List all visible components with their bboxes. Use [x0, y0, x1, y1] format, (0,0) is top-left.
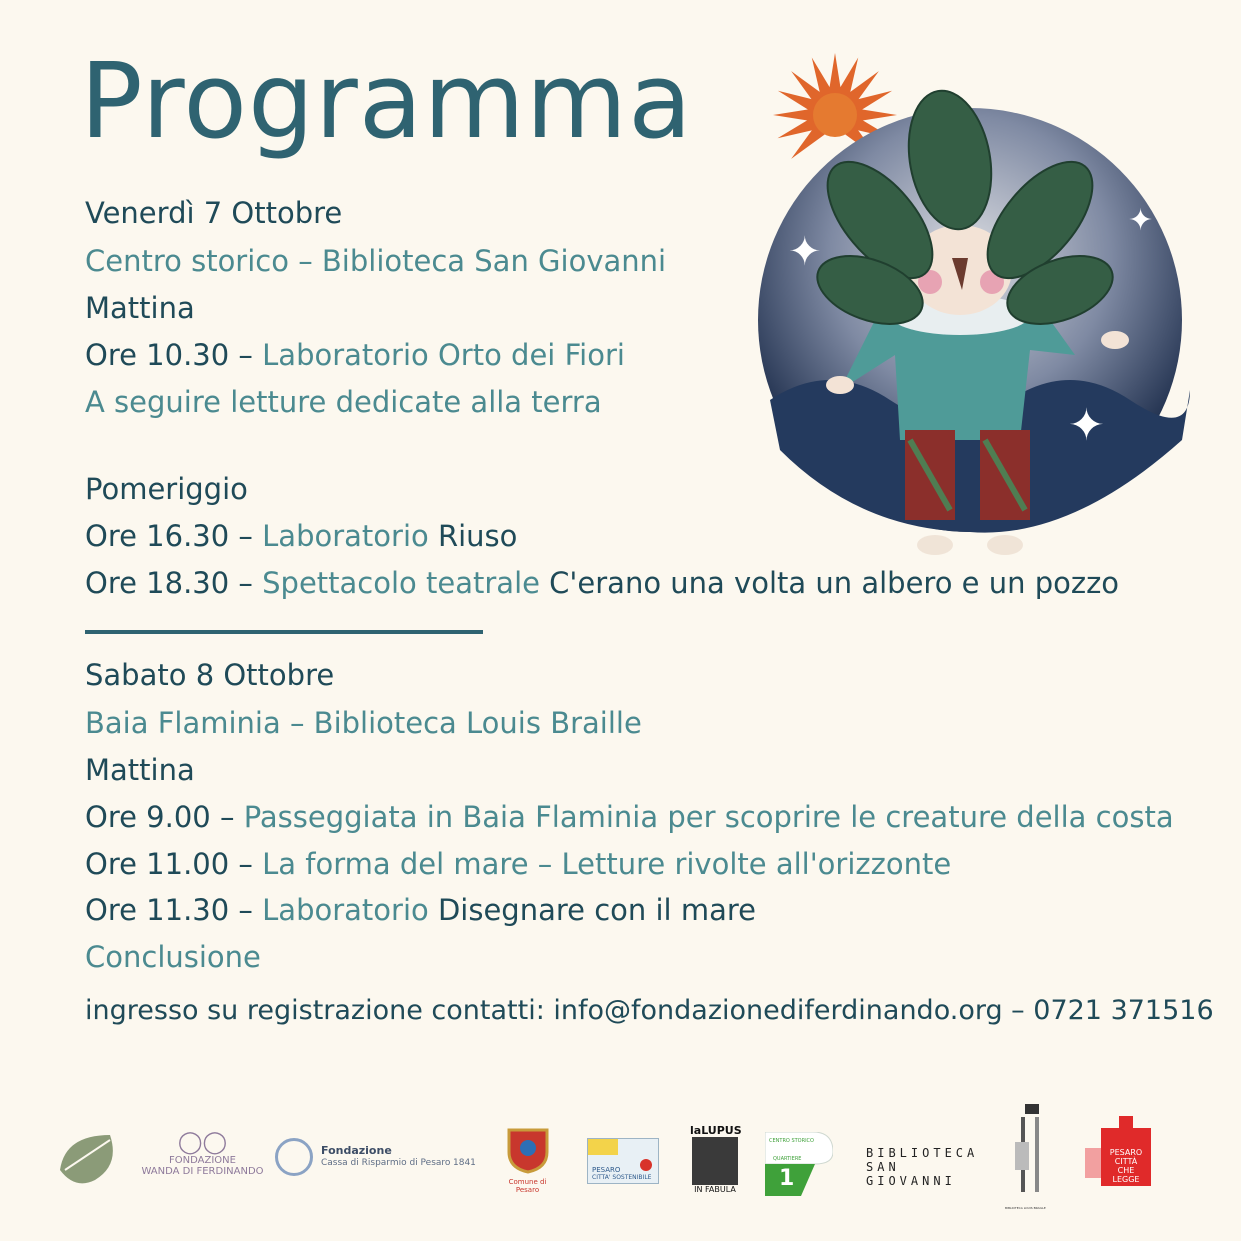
sostenibile-line-1: PESARO [592, 1166, 621, 1174]
coat-of-arms-icon [505, 1122, 551, 1174]
pesaro-legge-text [1103, 1148, 1149, 1184]
knot-icon [275, 1138, 313, 1176]
saturday-item-3-time: Ore 11.30 – [85, 893, 263, 927]
saturday-date: Sabato 8 Ottobre [85, 658, 335, 692]
braille-label: BIBLIOTECA LOUIS BRAILLE [1005, 1206, 1046, 1210]
saturday-morning-label: Mattina [85, 753, 195, 787]
saturday-item-2-time: Ore 11.00 – [85, 847, 263, 881]
quartiere-top: CENTRO STORICO [769, 1138, 814, 1144]
friday-item-1-time: Ore 10.30 – [85, 338, 263, 372]
friday-item-3-time: Ore 18.30 – [85, 566, 263, 600]
lupus-top: laLUPUS [690, 1124, 742, 1137]
pesaro-legge-line-3: CHE [1117, 1166, 1135, 1175]
saturday-item-3 [85, 892, 756, 928]
saturday-item-3-dark: Disegnare con il mare [428, 893, 756, 927]
sponsor-logos [0, 1090, 1241, 1220]
reading-figures-icon [1005, 1102, 1055, 1202]
biblioteca-braille-logo [1005, 1102, 1055, 1214]
friday-item-1 [85, 337, 625, 373]
wolf-icon [692, 1137, 738, 1185]
star-icon: ✦ [788, 229, 822, 275]
sun-block-icon [588, 1139, 618, 1155]
pesaro-legge-line-2: CITTÀ [1114, 1157, 1138, 1166]
friday-item-2 [85, 518, 517, 554]
friday-item-2-time: Ore 16.30 – [85, 519, 263, 553]
cherry-icon [640, 1159, 652, 1171]
cassa-title: Fondazione [321, 1144, 392, 1157]
saturday-item-3-teal: Laboratorio [262, 893, 429, 927]
cassa-year: 1841 [453, 1158, 476, 1168]
quartiere-number: 1 [779, 1166, 795, 1191]
sostenibile-line-2: CITTA' SOSTENIBILE [592, 1174, 652, 1181]
friday-item-2-dark: Riuso [428, 519, 518, 553]
friday-item-3-teal: Spettacolo teatrale [262, 566, 540, 600]
friday-item-2-teal: Laboratorio [262, 519, 429, 553]
friday-item-3-dark: C'erano una volta un albero e un pozzo [539, 566, 1120, 600]
friday-afternoon-label: Pomeriggio [85, 472, 248, 506]
pesaro-citta-che-legge-logo [1085, 1114, 1153, 1186]
quartiere-1-logo [765, 1132, 833, 1196]
pesaro-legge-line-4: LEGGE [1112, 1175, 1140, 1184]
biblioteca-line-1: BIBLIOTECA [866, 1146, 979, 1160]
biblioteca-san-giovanni-logo [866, 1146, 991, 1188]
lupus-bottom: IN FABULA [694, 1185, 736, 1194]
saturday-conclusion: Conclusione [85, 940, 261, 974]
friday-date: Venerdì 7 Ottobre [85, 196, 343, 230]
section-divider [85, 630, 483, 634]
lupus-in-fabula-logo [690, 1124, 740, 1194]
quartiere-mid: QUARTIERE [773, 1156, 802, 1162]
cassa-subtitle: Cassa di Risparmio di Pesaro [321, 1158, 451, 1168]
saturday-item-2-text: La forma del mare – Letture rivolte all'orizzonte [262, 847, 952, 881]
wanda-line-2: WANDA DI FERDINANDO [141, 1166, 264, 1177]
star-icon: ✦ [1128, 203, 1154, 238]
friday-item-1-follow: A seguire letture dedicate alla terra [85, 385, 602, 419]
comune-pesaro-logo [500, 1122, 555, 1194]
friday-location: Centro storico – Biblioteca San Giovanni [85, 244, 667, 278]
page-title: Programma [80, 40, 693, 162]
star-icon: ✦ [1068, 400, 1105, 451]
comune-label: Comune di Pesaro [508, 1178, 547, 1194]
saturday-item-1 [85, 799, 1174, 835]
friday-morning-label: Mattina [85, 291, 195, 325]
leaf-child-illustration [730, 20, 1200, 580]
saturday-location: Baia Flaminia – Biblioteca Louis Braille [85, 706, 642, 740]
biblioteca-line-2: SAN GIOVANNI [866, 1160, 956, 1188]
saturday-item-2 [85, 846, 951, 882]
friday-item-1-text: Laboratorio Orto dei Fiori [262, 338, 625, 372]
saturday-item-1-text: Passeggiata in Baia Flaminia per scoprire le creature della costa [243, 800, 1174, 834]
saturday-item-1-time: Ore 9.00 – [85, 800, 244, 834]
contact-info: ingresso su registrazione contatti: info@fondazionediferdinando.org – 0721 371516 [85, 995, 1214, 1026]
fondazione-wanda-logo [135, 1130, 270, 1177]
leaf-logo-icon [55, 1130, 125, 1190]
pesaro-legge-line-1: PESARO [1109, 1148, 1143, 1157]
wanda-line-1: FONDAZIONE [169, 1155, 236, 1166]
rings-icon: ◯◯ [177, 1130, 228, 1155]
pesaro-sostenibile-logo [587, 1138, 659, 1184]
tower-icon [1119, 1116, 1133, 1130]
